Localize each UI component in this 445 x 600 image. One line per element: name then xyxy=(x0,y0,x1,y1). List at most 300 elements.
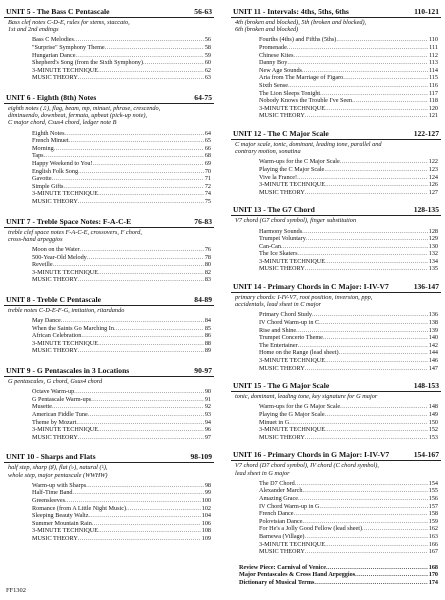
unit-pages: 64-75 xyxy=(194,92,212,102)
entry-title: The Lion Sleeps Tonight xyxy=(259,89,321,97)
entry-page: 122 xyxy=(428,158,438,166)
dot-leader xyxy=(320,90,428,98)
toc-entry xyxy=(231,158,441,166)
toc-entry xyxy=(231,365,441,373)
toc-entry xyxy=(231,503,441,511)
dot-leader xyxy=(98,67,204,75)
entry-title: 3-MINUTE TECHNIQUE xyxy=(259,426,326,434)
entry-page: 66 xyxy=(204,144,211,152)
dot-leader xyxy=(326,564,428,572)
entry-title: Review Piece: Carnival of Venice xyxy=(239,563,326,571)
unit-heading xyxy=(231,449,441,461)
dot-leader xyxy=(325,105,428,113)
dot-leader xyxy=(288,82,428,90)
entry-title: Minuet in G xyxy=(259,418,290,426)
dot-leader xyxy=(98,269,204,277)
entry-page: 90 xyxy=(204,388,211,396)
dot-leader xyxy=(287,59,428,67)
entry-title: 3-MINUTE TECHNIQUE xyxy=(259,257,326,265)
entry-title: Major Pentascales & Cross Hand Arpeggios xyxy=(239,571,356,579)
entry-title: IV Chord Warm-up in C xyxy=(259,319,320,327)
dot-leader xyxy=(296,327,428,335)
entry-page: 109 xyxy=(201,534,211,542)
entry-title: MUSIC THEORY xyxy=(32,197,78,205)
toc-entry xyxy=(231,90,441,98)
toc-entry xyxy=(4,505,214,513)
entry-page: 100 xyxy=(201,497,211,505)
entry-title: Dictionary of Musical Terms xyxy=(239,578,315,586)
dot-leader xyxy=(340,158,428,166)
entry-title: 3-MINUTE TECHNIQUE xyxy=(32,527,99,535)
toc-entry xyxy=(231,228,441,236)
dot-leader xyxy=(305,533,428,541)
toc-entry xyxy=(4,67,214,75)
toc-entry xyxy=(231,166,441,174)
toc-entry xyxy=(4,325,214,333)
unit-description xyxy=(4,306,214,314)
entry-page: 126 xyxy=(428,181,438,189)
dot-leader xyxy=(74,36,204,44)
entry-page: 65 xyxy=(204,137,211,145)
toc-entry xyxy=(4,527,214,535)
entry-page: 132 xyxy=(428,250,438,258)
dot-leader xyxy=(306,235,428,243)
entry-title: African Celebration xyxy=(32,332,82,340)
dot-leader xyxy=(54,145,204,153)
toc-entry xyxy=(231,82,441,90)
entry-page: 117 xyxy=(428,89,438,97)
unit-title: UNIT 13 - The G7 Chord xyxy=(233,205,315,215)
entry-page: 168 xyxy=(428,563,438,571)
entry-page: 115 xyxy=(428,74,438,82)
toc-entry xyxy=(4,396,214,404)
entry-page: 111 xyxy=(429,44,438,51)
unit-heading xyxy=(4,216,214,228)
unit-description xyxy=(4,377,214,385)
toc-entry xyxy=(4,152,214,160)
entry-page: 97 xyxy=(204,433,211,441)
dot-leader xyxy=(91,396,204,404)
toc-entry xyxy=(4,276,214,284)
toc-entry xyxy=(4,198,214,206)
toc-entry xyxy=(231,258,441,266)
toc-entry xyxy=(4,261,214,269)
entry-page: 56 xyxy=(204,36,211,44)
toc-entry xyxy=(231,97,441,105)
entry-page: 84 xyxy=(204,317,211,325)
unit-pages: 56-63 xyxy=(194,7,212,16)
entry-page: 136 xyxy=(428,311,438,319)
entry-page: 138 xyxy=(428,319,438,327)
entry-page: 162 xyxy=(428,525,438,533)
dot-leader xyxy=(294,510,428,518)
entry-title: Sleeping Beauty Waltz xyxy=(32,512,89,520)
dot-leader xyxy=(305,265,428,273)
entry-page: 129 xyxy=(428,235,438,243)
unit-pages: 76-83 xyxy=(194,216,212,226)
toc-entry xyxy=(4,489,214,497)
entry-page: 108 xyxy=(201,527,211,535)
entry-title: MUSIC THEORY xyxy=(259,364,305,372)
unit-heading xyxy=(4,294,214,306)
dot-leader xyxy=(343,74,428,82)
entry-page: 106 xyxy=(201,519,211,527)
dot-leader xyxy=(340,403,428,411)
toc-entry xyxy=(4,535,214,543)
entry-title: Bass C Melodies xyxy=(32,36,74,44)
entry-page: 76 xyxy=(204,245,211,253)
dot-leader xyxy=(289,419,427,427)
toc-entry xyxy=(4,168,214,176)
toc-entry xyxy=(4,246,214,254)
entry-page: 135 xyxy=(428,265,438,273)
toc-entry xyxy=(4,497,214,505)
toc-entry xyxy=(4,145,214,153)
toc-entry xyxy=(231,334,441,342)
dot-leader xyxy=(325,357,428,365)
toc-entry xyxy=(4,347,214,355)
unit-heading xyxy=(4,92,214,104)
toc-entry xyxy=(4,175,214,183)
toc-right-column xyxy=(231,6,441,587)
entry-page: 94 xyxy=(204,418,211,426)
unit-heading xyxy=(4,451,214,463)
entry-title: French Minuet xyxy=(32,137,69,145)
entry-page: 123 xyxy=(428,165,438,173)
toc-entry xyxy=(4,36,214,44)
entry-page: 93 xyxy=(204,411,211,419)
toc-entry xyxy=(231,181,441,189)
dot-leader xyxy=(305,112,428,120)
entry-title: Musette xyxy=(32,403,52,411)
entry-page: 60 xyxy=(204,59,211,67)
toc-entry xyxy=(231,419,441,427)
entry-page: 134 xyxy=(428,257,438,265)
toc-entry xyxy=(231,265,441,273)
dot-leader xyxy=(294,52,428,60)
entry-title: IV Chord Warm-up in G xyxy=(259,502,320,510)
toc-entry xyxy=(4,332,214,340)
dot-leader xyxy=(319,319,428,327)
dot-leader xyxy=(75,52,203,60)
dot-leader xyxy=(325,541,428,549)
entry-title: The Entertainer xyxy=(259,341,298,349)
unit-section xyxy=(4,216,214,284)
toc-entry xyxy=(231,250,441,258)
entry-page: 78 xyxy=(204,253,211,261)
dot-leader xyxy=(325,181,428,189)
entry-title: "Surprise" Symphony Theme xyxy=(32,44,105,51)
entry-page: 104 xyxy=(201,512,211,520)
entry-page: 158 xyxy=(428,510,438,518)
dot-leader xyxy=(295,480,428,488)
dot-leader xyxy=(65,497,201,505)
toc-entry xyxy=(4,512,214,520)
toc-entry-extra xyxy=(231,564,441,572)
unit-pages: 136-147 xyxy=(413,282,439,292)
dot-leader xyxy=(362,525,428,533)
entry-title: 500-Year-Old Melody xyxy=(32,253,87,261)
entry-title: 3-MINUTE TECHNIQUE xyxy=(259,357,326,365)
entry-page: 149 xyxy=(428,411,438,419)
entry-title: 3-MINUTE TECHNIQUE xyxy=(259,540,326,548)
unit-description-line: treble clef space notes F-A-C-E, crossovers, F chord, xyxy=(8,228,142,236)
entry-page: 70 xyxy=(204,167,211,175)
toc-entry xyxy=(4,482,214,490)
entry-title: The Ice Skaters xyxy=(259,250,298,258)
dot-leader xyxy=(63,183,203,191)
entry-title: When the Saints Go Marching In xyxy=(32,324,114,332)
unit-title: UNIT 12 - The C Major Scale xyxy=(233,128,329,138)
dot-leader xyxy=(281,243,428,251)
dot-leader xyxy=(52,403,204,411)
unit-description xyxy=(231,18,441,33)
toc-entry xyxy=(231,319,441,327)
toc-entry xyxy=(4,426,214,434)
entry-title: MUSIC THEORY xyxy=(259,265,305,273)
entry-title: MUSIC THEORY xyxy=(259,548,305,556)
entry-page: 167 xyxy=(428,548,438,556)
unit-description-line: eighth notes (♫), flag, beam, mp, minuet, phrase, crescendo, xyxy=(8,104,161,112)
toc-entry xyxy=(4,183,214,191)
entry-page: 156 xyxy=(428,495,438,502)
toc-entry xyxy=(4,419,214,427)
unit-description-line: Bass clef notes C-D-E, rules for stems, staccato, xyxy=(8,19,130,26)
entry-title: Vive la France! xyxy=(259,173,298,181)
unit-description xyxy=(231,392,441,400)
toc-entry xyxy=(4,59,214,67)
dot-leader xyxy=(87,254,204,262)
entry-title: Aria from The Marriage of Figaro xyxy=(259,74,344,82)
entry-title: New Age Sounds xyxy=(259,66,302,74)
entry-title: Eighth Notes xyxy=(32,129,65,137)
entry-title: MUSIC THEORY xyxy=(259,112,305,120)
dot-leader xyxy=(78,434,204,442)
entry-title: MUSIC THEORY xyxy=(32,347,78,355)
unit-title: UNIT 10 - Sharps and Flats xyxy=(6,452,96,462)
entry-title: Polovtsian Dance xyxy=(259,517,303,525)
entry-page: 174 xyxy=(428,578,438,586)
entry-page: 170 xyxy=(428,571,438,579)
entry-page: 142 xyxy=(428,341,438,349)
unit-description-line: cross-hand arpeggios xyxy=(8,235,63,243)
entry-page: 146 xyxy=(428,357,438,365)
dot-leader xyxy=(305,189,428,197)
unit-section xyxy=(4,92,214,206)
toc-entry xyxy=(4,520,214,528)
dot-leader xyxy=(319,503,427,511)
unit-heading xyxy=(231,281,441,293)
toc-entry xyxy=(231,311,441,319)
dot-leader xyxy=(105,44,204,52)
entry-page: 147 xyxy=(428,364,438,372)
dot-leader xyxy=(78,198,204,206)
entry-title: MUSIC THEORY xyxy=(259,433,305,441)
entry-page: 113 xyxy=(428,59,438,67)
dot-leader xyxy=(88,512,200,520)
entry-title: Half-Time Band xyxy=(32,489,73,497)
entry-title: Gavotte xyxy=(32,175,52,183)
entry-page: 91 xyxy=(204,395,211,403)
dot-leader xyxy=(69,137,204,145)
entry-page: 114 xyxy=(428,66,438,74)
entry-title: American Fiddle Tune xyxy=(32,411,88,419)
entry-page: 127 xyxy=(428,188,438,196)
dot-leader xyxy=(339,349,428,357)
unit-title: UNIT 7 - Treble Space Notes: F-A-C-E xyxy=(6,216,132,226)
entry-page: 85 xyxy=(204,324,211,332)
entry-title: MUSIC THEORY xyxy=(32,74,78,82)
dot-leader xyxy=(325,411,428,419)
toc-entry xyxy=(231,510,441,518)
entry-title: Promenade xyxy=(259,44,287,51)
entry-title: MUSIC THEORY xyxy=(259,188,305,196)
toc-left-column xyxy=(4,6,214,553)
dot-leader xyxy=(78,535,201,543)
unit-section xyxy=(4,451,214,542)
unit-section xyxy=(4,6,214,82)
entry-page: 102 xyxy=(201,504,211,512)
toc-entry xyxy=(231,36,441,44)
dot-leader xyxy=(114,325,204,333)
dot-leader xyxy=(297,250,427,258)
dot-leader xyxy=(302,487,427,495)
entry-page: 69 xyxy=(204,159,211,167)
entry-page: 82 xyxy=(204,268,211,276)
unit-description-line: tonic, dominant, leading tone, key signature for G major xyxy=(235,393,378,401)
entry-title: Playing the C Major Scale xyxy=(259,165,325,173)
entry-title: Harmony Sounds xyxy=(259,227,303,235)
entry-title: For He's a Jolly Good Fellow (lead sheet) xyxy=(259,525,363,533)
dot-leader xyxy=(302,518,427,526)
unit-pages: 110-121 xyxy=(414,7,439,16)
dot-leader xyxy=(93,160,204,168)
unit-description-line: contrary motion, sonatina xyxy=(235,148,301,156)
unit-pages: 84-89 xyxy=(194,294,212,304)
entry-page: 130 xyxy=(428,242,438,250)
toc-entry xyxy=(4,269,214,277)
unit-description xyxy=(231,293,441,308)
entry-page: 140 xyxy=(428,334,438,342)
unit-description xyxy=(4,18,214,33)
unit-title: UNIT 16 - Primary Chords in G Major: I-IV-V7 xyxy=(233,450,390,460)
entry-page: 99 xyxy=(204,489,211,497)
unit-description-line: treble notes C-D-E-F-G, imitation, ritardando xyxy=(8,306,125,314)
entry-page: 110 xyxy=(428,36,438,44)
entry-title: Chinese Kites xyxy=(259,51,294,59)
toc-entry xyxy=(231,434,441,442)
entry-title: The D7 Chord xyxy=(259,479,295,487)
unit-description-line: C major scale, tonic, dominant, leading tone, parallel and xyxy=(235,140,382,148)
entry-page: 163 xyxy=(428,532,438,540)
unit-section xyxy=(231,204,441,273)
entry-title: Reveille xyxy=(32,261,53,269)
unit-description-line: half step, sharp (♯), flat (♭), natural (♮), xyxy=(8,464,108,472)
unit-description xyxy=(231,461,441,476)
dot-leader xyxy=(52,175,204,183)
entry-page: 83 xyxy=(204,276,211,284)
toc-entry xyxy=(231,480,441,488)
toc-entry xyxy=(4,74,214,82)
toc-entry xyxy=(4,137,214,145)
entry-title: Warm-ups for the C Major Scale xyxy=(259,158,340,166)
entry-title: Warm-up with Sharps xyxy=(32,481,87,489)
unit-description xyxy=(4,463,214,478)
toc-entry xyxy=(231,342,441,350)
entry-page: 72 xyxy=(204,182,211,190)
toc-entry xyxy=(231,518,441,526)
unit-heading xyxy=(4,6,214,18)
unit-pages: 148-153 xyxy=(413,381,439,391)
dot-leader xyxy=(297,174,428,182)
entry-title: Rise and Shine xyxy=(259,326,297,334)
unit-description-line: whole step, major pentascale (WWHW) xyxy=(8,471,108,479)
dot-leader xyxy=(81,332,204,340)
dot-leader xyxy=(74,388,204,396)
dot-leader xyxy=(143,59,204,67)
toc-entry xyxy=(4,340,214,348)
toc-entry xyxy=(231,243,441,251)
entry-title: Warm-ups for the G Major Scale xyxy=(259,403,341,411)
unit-section xyxy=(231,281,441,372)
unit-description-line: 6th (broken and blocked) xyxy=(235,26,299,34)
entry-page: 96 xyxy=(204,426,211,434)
dot-leader xyxy=(325,258,428,266)
entry-page: 152 xyxy=(428,426,438,434)
toc-entry xyxy=(4,160,214,168)
entry-title: Taps xyxy=(32,152,44,160)
entry-title: Can-Can xyxy=(259,242,281,250)
toc-entry xyxy=(231,525,441,533)
toc-entry xyxy=(4,411,214,419)
unit-description-line: primary chords: I-IV-V7, root position, inversion, ppp, xyxy=(235,294,373,302)
entry-page: 59 xyxy=(204,51,211,59)
dot-leader xyxy=(305,365,428,373)
entry-page: 121 xyxy=(428,112,438,120)
toc-entry xyxy=(4,130,214,138)
entry-page: 98 xyxy=(204,481,211,489)
dot-leader xyxy=(126,505,201,513)
unit-heading xyxy=(231,6,441,18)
entry-page: 58 xyxy=(204,44,211,51)
entry-page: 128 xyxy=(428,227,438,235)
unit-heading xyxy=(231,380,441,392)
entry-title: 3-MINUTE TECHNIQUE xyxy=(259,104,326,112)
unit-description xyxy=(4,104,214,127)
toc-entry xyxy=(231,44,441,52)
unit-description-line: V7 chord (D7 chord symbol), IV chord (C chord symbol), xyxy=(235,462,379,470)
unit-pages: 98-109 xyxy=(190,452,212,462)
extras-section xyxy=(231,564,441,587)
toc-entry xyxy=(231,105,441,113)
unit-heading xyxy=(231,128,441,140)
entry-title: French Dance xyxy=(259,510,294,518)
entry-page: 154 xyxy=(428,479,438,487)
entry-page: 118 xyxy=(428,97,438,105)
toc-entry xyxy=(231,357,441,365)
entry-title: Barnewa (Village) xyxy=(259,532,305,540)
entry-title: Greensleeves xyxy=(32,497,65,505)
dot-leader xyxy=(78,276,204,284)
entry-title: Summer Mountain Rain xyxy=(32,519,92,527)
entry-title: Alexander March xyxy=(259,487,303,495)
toc-entry xyxy=(231,327,441,335)
dot-leader xyxy=(355,571,428,579)
entry-title: Hungarian Dance xyxy=(32,51,76,59)
unit-title: UNIT 11 - Intervals: 4ths, 5ths, 6ths xyxy=(233,7,349,16)
entry-page: 86 xyxy=(204,332,211,340)
entry-page: 74 xyxy=(204,190,211,198)
